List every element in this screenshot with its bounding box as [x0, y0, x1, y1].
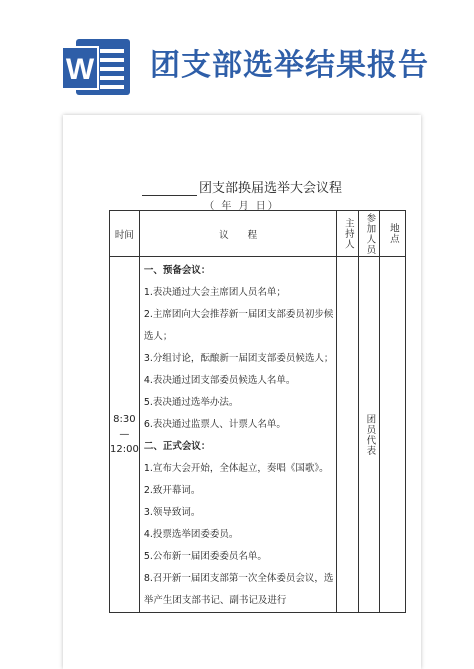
- table-row: [110, 257, 406, 613]
- banner-title: 团支部选举结果报告: [150, 48, 429, 83]
- time-cell: [110, 257, 140, 613]
- participants-value: 团员代表: [364, 413, 376, 456]
- host-cell: [337, 257, 359, 613]
- time-dash: —: [119, 429, 130, 440]
- header-participants: 参加人员: [364, 212, 376, 255]
- header-host: 主持人: [342, 217, 354, 250]
- table-header-row: [110, 211, 406, 257]
- list-item: 二、正式会议：: [143, 441, 211, 452]
- header-host-cell: [337, 211, 359, 257]
- list-item: 2.致开幕词。: [143, 485, 201, 496]
- list-item: 8.召开新一届团支部第一次全体委员会议，选举产生团支部书记、副书记及进行: [143, 573, 334, 606]
- participants-cell: [359, 257, 380, 613]
- word-icon: [62, 37, 132, 99]
- document-date: （ 年 月 日）: [204, 201, 280, 212]
- header-participants-cell: [359, 211, 380, 257]
- list-item: 4.表决通过团支部委员候选人名单。: [143, 375, 296, 386]
- list-item: 2.主席团向大会推荐新一届团支部委员初步候选人；: [143, 309, 334, 342]
- list-item: 4.投票选举团委委员。: [143, 529, 239, 540]
- list-item: 3.分组讨论，酝酿新一届团支部委员候选人；: [143, 353, 334, 364]
- time-start: 8:30: [113, 414, 136, 425]
- agenda-table: [109, 210, 406, 613]
- list-item: 1.宣布大会开始，全体起立，奏唱《国歌》。: [143, 463, 329, 474]
- list-item: 1.表决通过大会主席团人员名单；: [143, 287, 286, 298]
- list-item: 5.表决通过选举办法。: [143, 397, 239, 408]
- location-cell: [380, 257, 406, 613]
- header-location: 地点: [387, 223, 399, 244]
- header-agenda: 议 程: [139, 211, 337, 257]
- list-item: 3.领导致词。: [143, 507, 201, 518]
- list-item: 5.公布新一届团委委员名单。: [143, 551, 267, 562]
- header-location-cell: [380, 211, 406, 257]
- document-title: [63, 177, 421, 196]
- agenda-items-cell: [139, 257, 337, 613]
- list-item: 一、预备会议：: [143, 265, 211, 276]
- time-end: 12:00: [110, 444, 139, 455]
- document-page: [63, 115, 421, 669]
- page-header: [0, 0, 474, 105]
- document-title-text: 团支部换届选举大会议程: [198, 181, 342, 196]
- list-item: 6.表决通过监票人、计票人名单。: [143, 419, 286, 430]
- word-logo-letter: W: [65, 53, 95, 86]
- header-time: 时间: [110, 211, 140, 257]
- title-blank-line: [142, 183, 197, 196]
